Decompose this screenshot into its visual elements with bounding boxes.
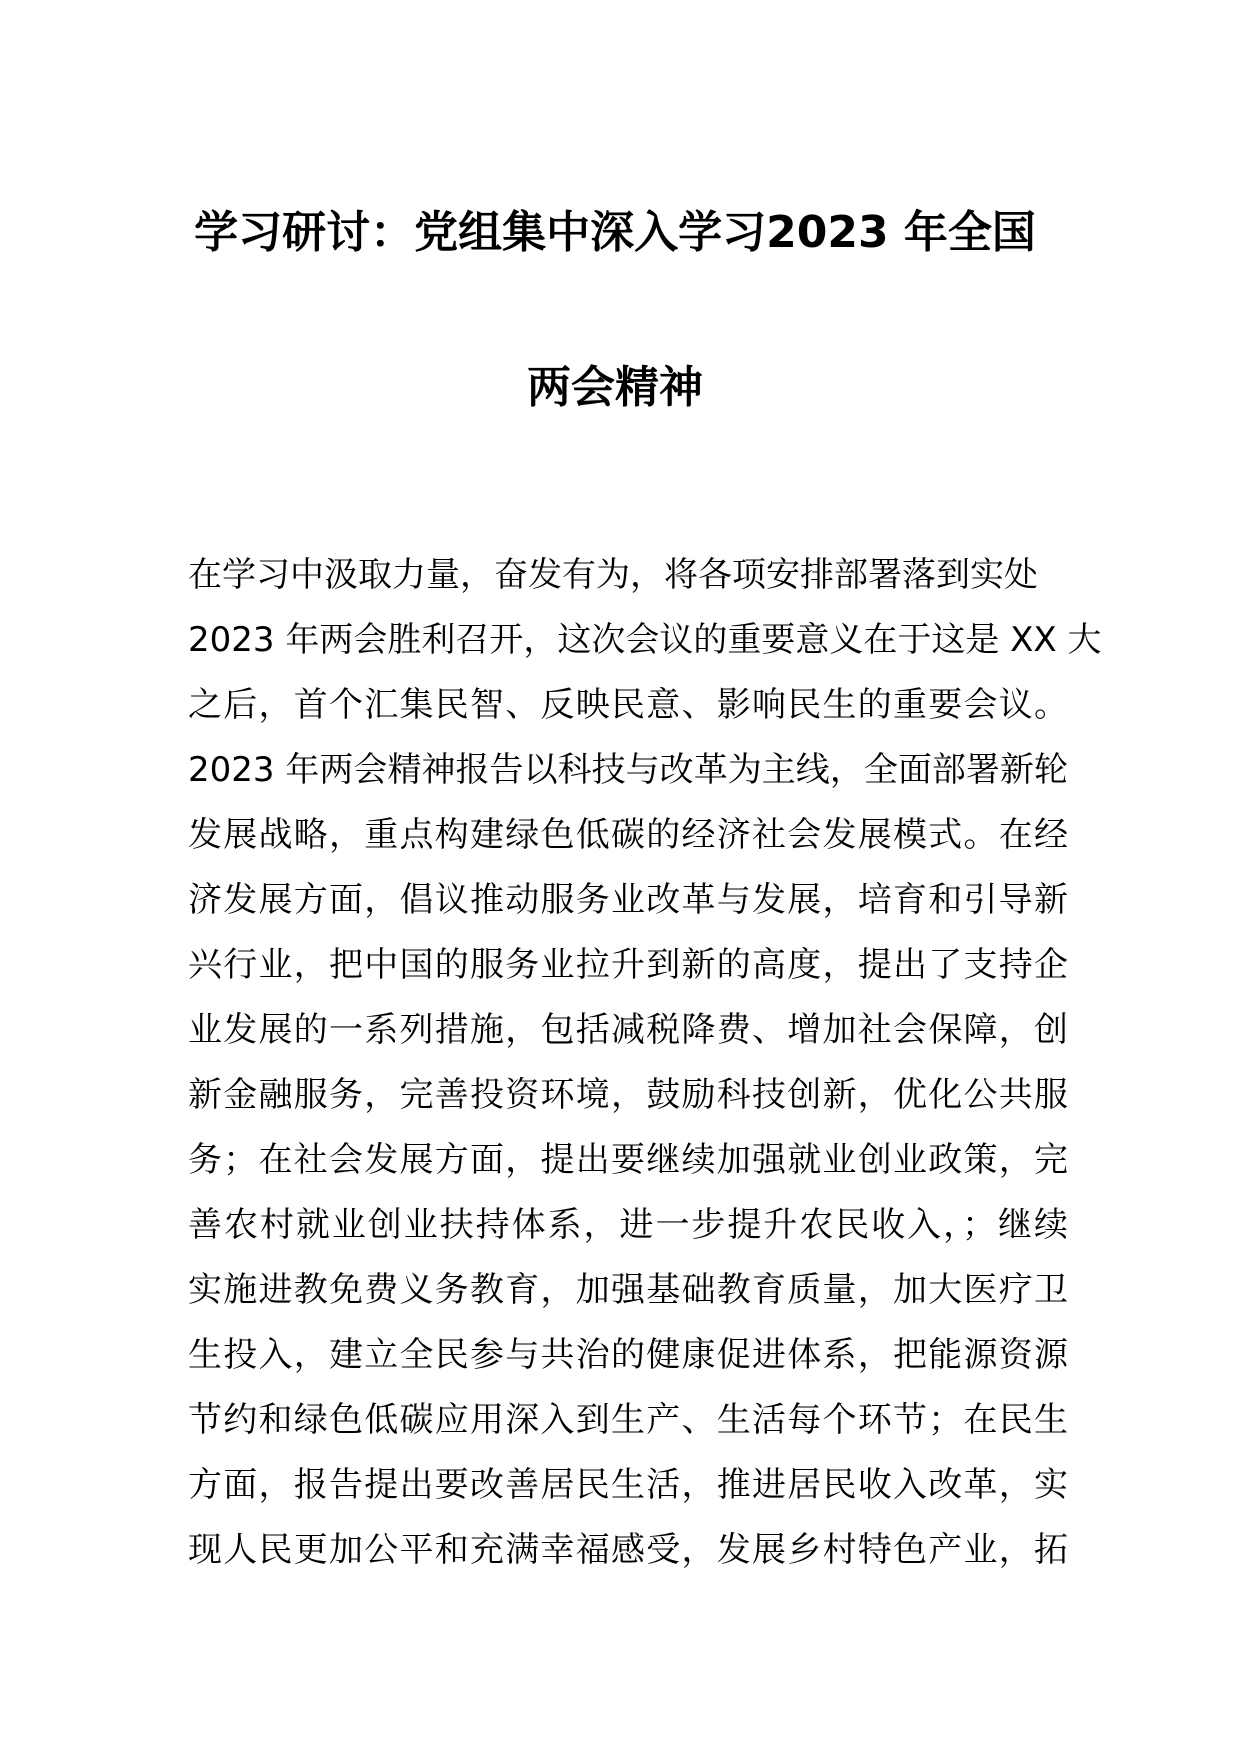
body-line: 节约和绿色低碳应用深入到生产、生活每个环节；在民生	[188, 1400, 1068, 1440]
body-line: 2023 年两会胜利召开，这次会议的重要意义在于这是 XX 大	[188, 620, 1102, 660]
body-line-heading: 在学习中汲取力量，奋发有为，将各项安排部署落到实处	[188, 555, 1038, 595]
body-line: 新金融服务，完善投资环境，鼓励科技创新，优化公共服	[188, 1075, 1068, 1115]
body-line: 方面，报告提出要改善居民生活，推进居民收入改革，实	[188, 1465, 1068, 1505]
body-line: 济发展方面，倡议推动服务业改革与发展，培育和引导新	[188, 880, 1068, 920]
body-line: 发展战略，重点构建绿色低碳的经济社会发展模式。在经	[188, 815, 1068, 855]
body-line: 务；在社会发展方面，提出要继续加强就业创业政策，完	[188, 1140, 1068, 1180]
document-body	[188, 543, 1102, 1583]
body-line: 善农村就业创业扶持体系，进一步提升农民收入，；继续	[188, 1205, 1068, 1245]
document-title-line-1: 学习研讨：党组集中深入学习2023 年全国	[194, 207, 1036, 258]
document-title-line-2: 两会精神	[527, 362, 703, 413]
body-line: 实施进教免费义务教育，加强基础教育质量，加大医疗卫	[188, 1270, 1068, 1310]
body-line: 业发展的一系列措施，包括减税降费、增加社会保障，创	[188, 1010, 1068, 1050]
body-line: 生投入，建立全民参与共治的健康促进体系，把能源资源	[188, 1335, 1068, 1375]
body-line: 现人民更加公平和充满幸福感受，发展乡村特色产业，拓	[188, 1530, 1068, 1570]
body-line: 兴行业，把中国的服务业拉升到新的高度，提出了支持企	[188, 945, 1068, 985]
body-line: 2023 年两会精神报告以科技与改革为主线，全面部署新轮	[188, 750, 1068, 790]
body-line: 之后，首个汇集民智、反映民意、影响民生的重要会议。	[188, 685, 1068, 725]
